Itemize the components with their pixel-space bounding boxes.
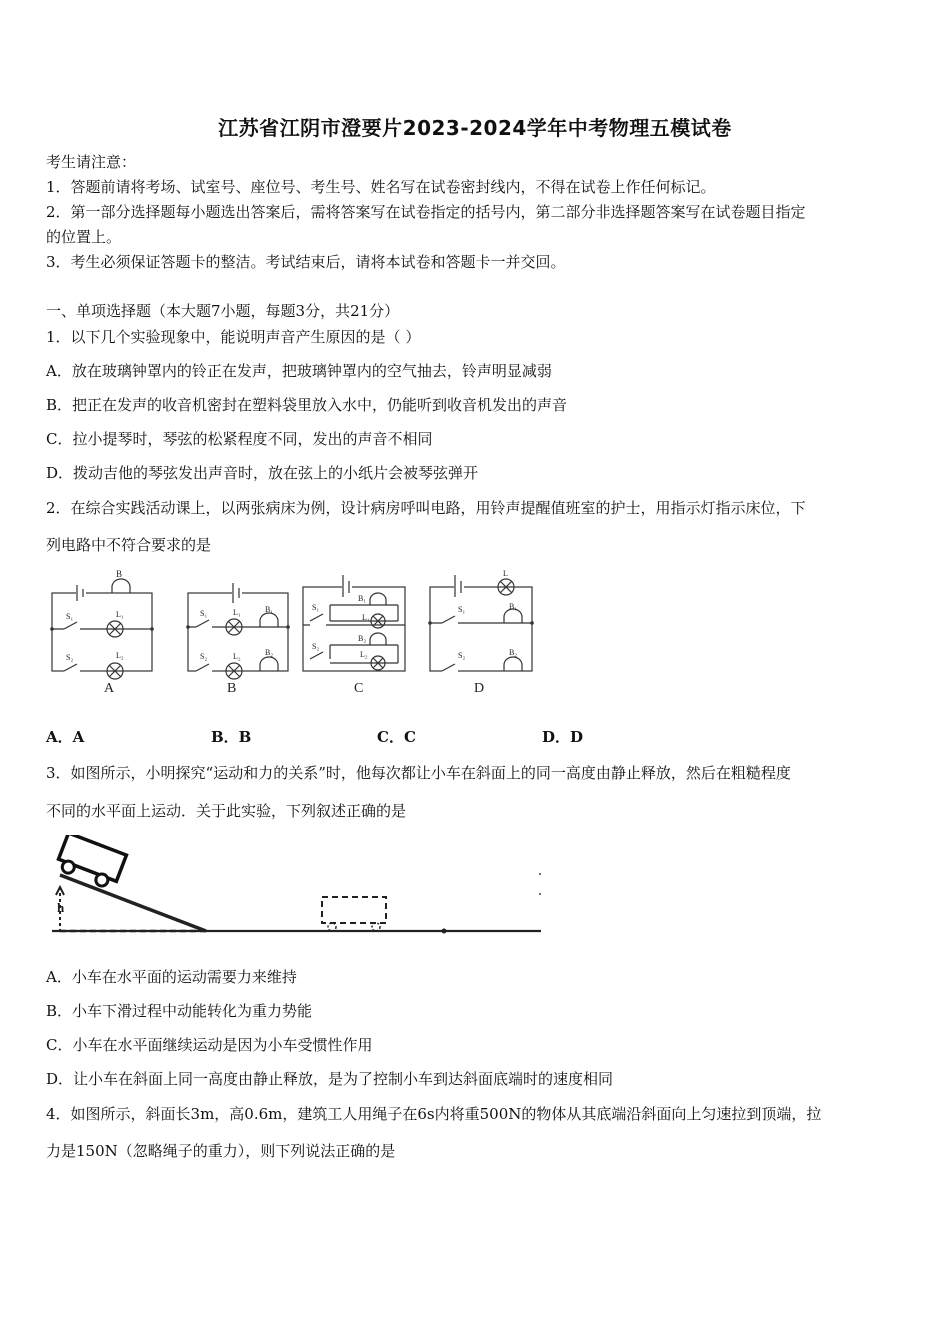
svg-text:B₁: B₁ (509, 602, 518, 611)
q2-option-d: D．D (542, 728, 584, 746)
bell-icon (260, 613, 278, 627)
q1-option-b: B．把正在发声的收音机密封在塑料袋里放入水中，仍能听到收音机发出的声音 (46, 396, 568, 414)
svg-text:S₁: S₁ (312, 603, 320, 612)
svg-text:B₂: B₂ (358, 634, 367, 643)
svg-text:S₁: S₁ (66, 612, 74, 621)
q4-stem-line1: 4．如图所示，斜面长3m，高0.6m，建筑工人用绳子在6s内将重500N的物体从其底端沿斜面向上匀速拉到顶端，拉 (46, 1105, 822, 1123)
svg-text:S₁: S₁ (458, 605, 466, 614)
q3-option-c: C．小车在水平面继续运动是因为小车受惯性作用 (46, 1036, 373, 1054)
circuit-b (186, 583, 290, 696)
q2-option-c: C．C (377, 728, 416, 746)
height-label: h (57, 900, 65, 915)
svg-text:L₂: L₂ (116, 651, 124, 660)
label-b: B (116, 569, 123, 579)
q1-option-d: D．拨动吉他的琴弦发出声音时，放在弦上的小纸片会被琴弦弹开 (46, 464, 479, 482)
circuit-c (303, 575, 405, 696)
figure-label-b: B (227, 681, 237, 696)
q2-stem-line1: 2．在综合实践活动课上，以两张病床为例，设计病房呼叫电路，用铃声提醒值班室的护士，用指示灯指示床位，下 (46, 499, 806, 517)
notice-item: 的位置上。 (46, 228, 122, 246)
figure-label-d: D (474, 681, 485, 696)
notice-item: 2．第一部分选择题每小题选出答案后，需将答案写在试卷指定的括号内，第二部分非选择题答案写在试卷题目指定 (46, 203, 806, 221)
cart-icon (55, 835, 126, 891)
q2-option-b: B．B (211, 728, 252, 746)
q4-stem-line2: 力是150N（忽略绳子的重力），则下列说法正确的是 (46, 1142, 396, 1160)
svg-text:B₂: B₂ (509, 648, 518, 657)
bell-icon (112, 579, 130, 593)
svg-text:S₂: S₂ (458, 651, 466, 660)
q2-stem-line2: 列电路中不符合要求的是 (46, 536, 212, 554)
bell-icon (260, 657, 278, 671)
svg-text:L₂: L₂ (233, 652, 241, 661)
bell-icon (370, 633, 386, 645)
svg-text:B₁: B₁ (265, 605, 274, 614)
q3-stem-line2: 不同的水平面上运动．关于此实验，下列叙述正确的是 (46, 802, 407, 820)
bell-icon (504, 609, 522, 623)
svg-text:L₁: L₁ (116, 610, 124, 619)
q3-option-a: A．小车在水平面的运动需要力来维持 (46, 968, 297, 986)
figure-label-a: A (104, 681, 115, 696)
cart-end-position (322, 897, 386, 923)
svg-text:S₁: S₁ (200, 609, 208, 618)
circuit-d (428, 569, 534, 696)
svg-text:S₂: S₂ (312, 642, 320, 651)
circuit-a (50, 569, 154, 696)
svg-text:B₂: B₂ (265, 648, 274, 657)
q2-option-a: A．A (46, 728, 85, 746)
svg-text:B₁: B₁ (358, 594, 367, 603)
q3-incline-figure (46, 835, 546, 940)
notice-heading: 考生请注意： (46, 153, 137, 171)
q1-option-c: C．拉小提琴时，琴弦的松紧程度不同，发出的声音不相同 (46, 430, 433, 448)
bell-icon (504, 657, 522, 671)
notice-item: 1．答题前请将考场、试室号、座位号、考生号、姓名写在试卷密封线内，不得在试卷上作任何标记。 (46, 178, 716, 196)
q3-stem-line1: 3．如图所示，小明探究“运动和力的关系”时，他每次都让小车在斜面上的同一高度由静止释放，然后在粗糙程度 (46, 764, 791, 782)
page-title: 江苏省江阴市澄要片2023-2024学年中考物理五模试卷 (218, 116, 732, 140)
q2-circuit-figure (40, 565, 560, 700)
q1-option-a: A．放在玻璃钟罩内的铃正在发声，把玻璃钟罩内的空气抽去，铃声明显减弱 (46, 362, 552, 380)
incline-slope (60, 875, 206, 931)
svg-text:S₂: S₂ (66, 653, 74, 662)
svg-text:L₁: L₁ (233, 608, 241, 617)
svg-text:L₂: L₂ (360, 650, 368, 659)
bell-icon (370, 593, 386, 605)
q3-option-b: B．小车下滑过程中动能转化为重力势能 (46, 1002, 313, 1020)
q1-stem: 1．以下几个实验现象中，能说明声音产生原因的是（ ） (46, 328, 421, 346)
q3-option-d: D．让小车在斜面上同一高度由静止释放，是为了控制小车到达斜面底端时的速度相同 (46, 1070, 614, 1088)
figure-label-c: C (354, 681, 364, 696)
svg-text:L: L (503, 569, 508, 578)
svg-text:L₁: L₁ (362, 613, 370, 622)
section-heading: 一、单项选择题（本大题7小题，每题3分，共21分） (46, 302, 400, 320)
svg-text:S₂: S₂ (200, 652, 208, 661)
notice-item: 3．考生必须保证答题卡的整洁。考试结束后，请将本试卷和答题卡一并交回。 (46, 253, 566, 271)
